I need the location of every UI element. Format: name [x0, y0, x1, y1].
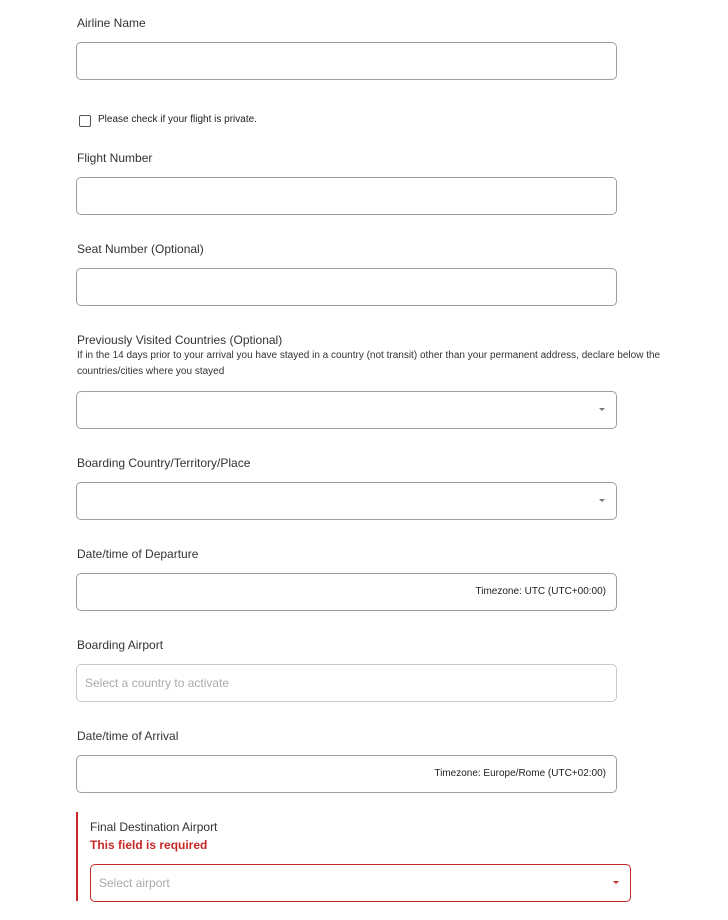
airline-name-field[interactable] — [76, 42, 617, 80]
flight-number-label: Flight Number — [77, 151, 153, 165]
boarding-airport-input[interactable] — [77, 665, 616, 701]
arrival-datetime-field[interactable] — [76, 755, 617, 793]
flight-number-field[interactable] — [76, 177, 617, 215]
boarding-country-select[interactable] — [76, 482, 617, 520]
departure-label: Date/time of Departure — [77, 547, 199, 561]
final-destination-error: This field is required — [90, 838, 208, 852]
boarding-country-label: Boarding Country/Territory/Place — [77, 456, 251, 470]
departure-datetime-field[interactable] — [76, 573, 617, 611]
airline-name-input[interactable] — [77, 43, 616, 79]
error-indicator-bar — [76, 812, 78, 901]
visited-countries-help: If in the 14 days prior to your arrival you have stayed in a country (not transit) other than your permanent address, declare below the countries/cities where you stayed — [77, 350, 661, 377]
private-flight-checkbox[interactable] — [79, 115, 91, 127]
seat-number-input[interactable] — [77, 269, 616, 305]
arrival-label: Date/time of Arrival — [77, 729, 179, 743]
seat-number-field[interactable] — [76, 268, 617, 306]
final-destination-select[interactable] — [90, 864, 631, 902]
visited-countries-select[interactable] — [76, 391, 617, 429]
final-destination-label: Final Destination Airport — [90, 820, 218, 834]
visited-countries-label: Previously Visited Countries (Optional) — [77, 333, 283, 347]
departure-timezone: Timezone: UTC (UTC+00:00) — [475, 586, 606, 597]
boarding-airport-label: Boarding Airport — [77, 638, 164, 652]
private-flight-label: Please check if your flight is private. — [98, 114, 257, 125]
final-destination-input[interactable] — [91, 865, 630, 901]
chevron-down-icon — [599, 499, 605, 502]
flight-number-input[interactable] — [77, 178, 616, 214]
airline-name-label: Airline Name — [77, 16, 146, 30]
arrival-timezone: Timezone: Europe/Rome (UTC+02:00) — [434, 768, 606, 779]
boarding-airport-field[interactable] — [76, 664, 617, 702]
seat-number-label: Seat Number (Optional) — [77, 242, 204, 256]
chevron-down-icon — [599, 408, 605, 411]
chevron-down-icon — [613, 881, 619, 884]
